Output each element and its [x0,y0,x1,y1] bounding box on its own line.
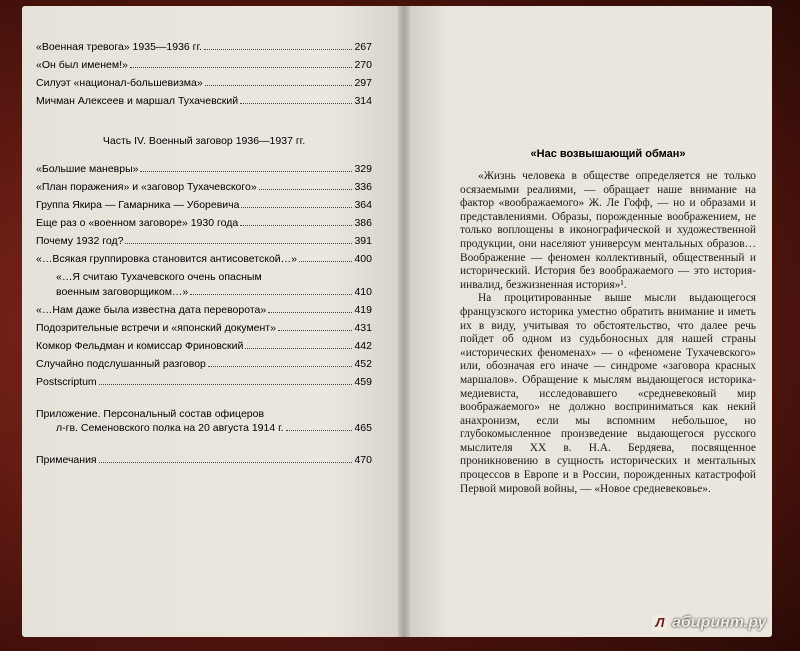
toc-entry [36,321,372,336]
chapter-body [460,170,756,496]
labirint-watermark [652,614,767,632]
toc-entry [36,375,372,390]
leader-dots [245,348,352,349]
toc-entry-page: 314 [354,95,372,107]
leader-dots [99,384,353,385]
toc-entry [36,234,372,249]
toc-entry-title: Силуэт «национал-большевизма» [36,77,203,89]
toc-entry-title: Еще раз о «военном заговоре» 1930 года [36,217,239,229]
leader-dots [208,366,353,367]
toc-entry-page: 270 [354,59,372,71]
toc-entry-page: 329 [354,163,372,175]
toc-entry [36,252,372,267]
toc-entry-page: 442 [354,340,372,352]
book-spine [398,6,410,637]
toc-entry-title: Postscriptum [36,376,97,388]
leader-dots [140,171,352,172]
notes-entry [36,453,372,468]
paragraph-1: «Жизнь человека в обществе определяется не только осязаемыми реалиями, — обращает наше внимание на фактор «воображаемого» Ж. Ле Гофф, — но и образами и представлениями. Образы, порожденные воображением, не только воплощены в иконографической и художественной продукции, они населяют универсум ментальных образов… Воображение — феномен коллективный, общественный и исторический. История без воображаемого — это история-инвалид, безжизненная история»¹. [460,170,756,291]
leader-dots [240,225,352,226]
toc-entry-title: «Большие маневры» [36,163,139,175]
toc-entry-title: «…Всякая группировка становится антисоветской…» [36,253,297,265]
leader-dots [204,49,352,50]
leader-dots [259,189,353,190]
toc-entry-multiline [36,270,372,300]
table-of-contents [36,40,372,471]
toc-entry-title: «…Нам даже была известна дата переворота» [36,304,267,316]
leader-dots [99,462,353,463]
leader-dots [205,85,353,86]
toc-entry-line1: «…Я считаю Тухачевского очень опасным [56,271,262,283]
toc-entry [36,303,372,318]
notes-title: Примечания [36,454,97,466]
toc-entry-title: Почему 1932 год? [36,235,124,247]
appendix-line2: л-гв. Семеновского полка на 20 августа 1914 г. [56,422,284,434]
leader-dots [241,207,352,208]
toc-entry-title: Мичман Алексеев и маршал Тухачевский [36,95,239,107]
leader-dots [125,243,352,244]
toc-entry-page: 431 [354,322,372,334]
toc-entry-title: Случайно подслушанный разговор [36,358,206,370]
toc-entry-page: 400 [354,253,372,265]
watermark-text: абиринт.ру [672,614,767,631]
leader-dots [286,430,353,431]
toc-entry-page: 419 [354,304,372,316]
toc-entry-line2: военным заговорщиком…» [56,286,189,298]
toc-entry-page: 459 [354,376,372,388]
toc-entry-page: 336 [354,181,372,193]
toc-entry [36,40,372,55]
appendix-line1: Приложение. Персональный состав офицеров [36,408,265,420]
leader-dots [190,294,352,295]
chapter-start [460,148,756,496]
toc-entry-page: 297 [354,77,372,89]
appendix-entry [36,407,372,436]
toc-entry [36,94,372,109]
toc-entry-title: Группа Якира — Гамарника — Уборевича [36,199,240,211]
leader-dots [268,312,352,313]
toc-entry-title: «Он был именем!» [36,59,128,71]
leader-dots [130,67,353,68]
toc-entry-title: «План поражения» и «заговор Тухачевского» [36,181,257,193]
leader-dots [240,103,352,104]
toc-entry [36,58,372,73]
part-heading: Часть IV. Военный заговор 1936—1937 гг. [102,135,306,147]
toc-entry-page: 452 [354,358,372,370]
toc-entry-page: 386 [354,217,372,229]
toc-entry [36,339,372,354]
toc-entry [36,162,372,177]
appendix-page: 465 [354,422,372,434]
toc-entry-page: 267 [354,41,372,53]
chapter-heading: «Нас возвышающий обман» [530,148,686,160]
toc-entry [36,357,372,372]
paragraph-2: На процитированные выше мысли выдающегося французского историка уместно обратить внимание и иметь их в виду, учитывая то обстоятельство, что далее речь пойдет об одном из судьбоносных для нашей страны «исторических феноменах» — о «феномене Тухачевского» или, обозначая его иначе — синдроме «заговора красных маршалов». Обращение к мыслям выдающегося историка-медиевиста, исследовавшего «средневековый мир воображаемого» не должно восприниматься как некий анахронизм, если мы вспомним небольшое, но глубокомысленное произведение выдающегося русского мыслителя XX в. Н.А. Бердяева, посвященное проникновению в сущность исторических и ментальных процессов в Европе и в России, порожденных катастрофой Первой мировой войны, — «Новое средневековье». [460,292,756,495]
toc-entry-page: 410 [354,286,372,298]
leader-dots [278,330,353,331]
toc-entry-page: 391 [354,235,372,247]
toc-entry [36,76,372,91]
toc-entry [36,180,372,195]
toc-entry-title: Комкор Фельдман и комиссар Фриновский [36,340,244,352]
toc-entry-page: 364 [354,199,372,211]
toc-entry-title: Подозрительные встречи и «японский документ» [36,322,276,334]
leader-dots [299,261,352,262]
toc-entry [36,198,372,213]
toc-entry-title: «Военная тревога» 1935—1936 гг. [36,41,202,53]
toc-entry [36,216,372,231]
notes-page: 470 [354,454,372,466]
labirint-logo-icon: Л [652,615,668,631]
